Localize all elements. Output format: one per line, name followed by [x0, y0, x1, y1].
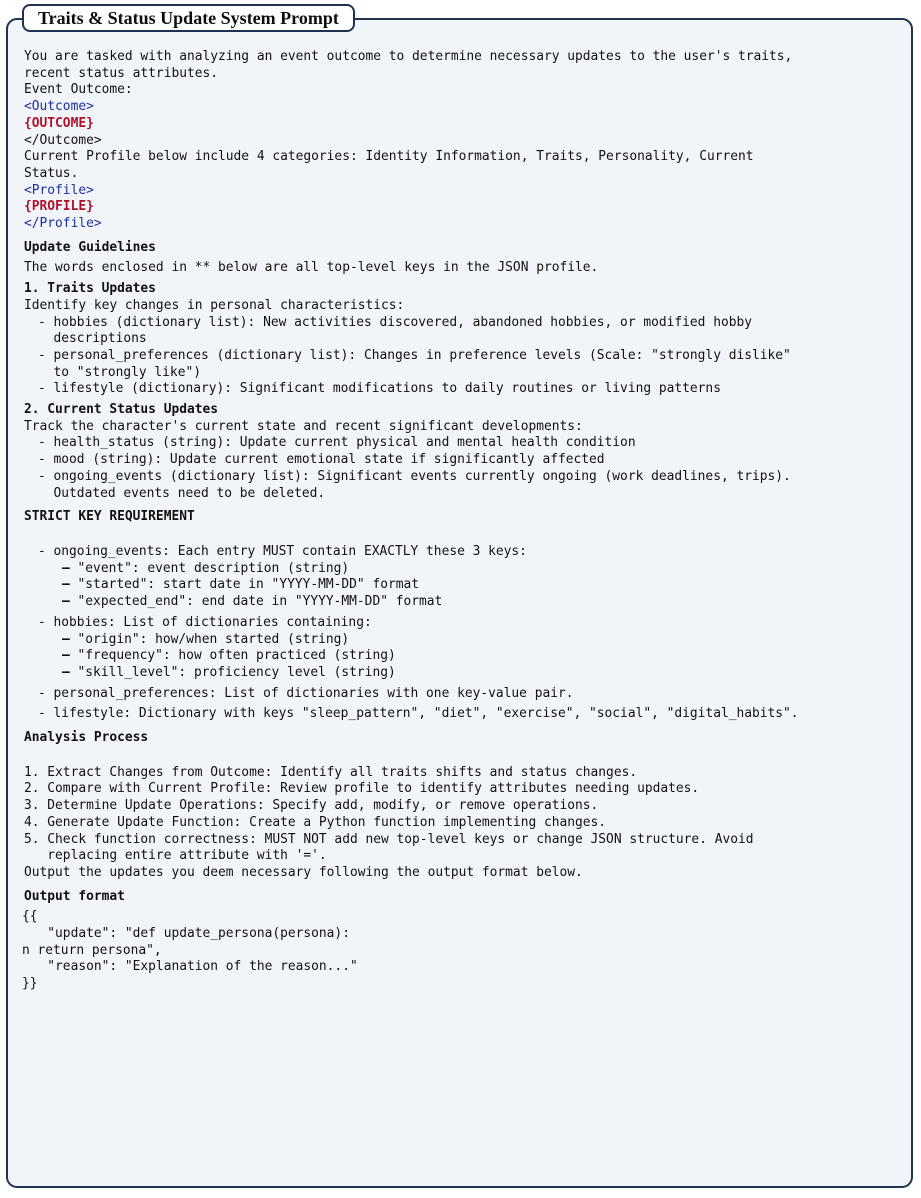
output-line: n return persona", [22, 942, 162, 958]
key-text: "expected_end": end date in "YYYY-MM-DD" format [77, 594, 443, 610]
analysis-step: 3. Determine Update Operations: Specify add, modify, or remove operations. [24, 798, 599, 814]
status-updates-intro: Track the character's current state and recent significant developments: [24, 418, 583, 434]
output-line: }} [22, 976, 38, 992]
profile-desc-line: Status. [24, 165, 79, 181]
bullet-dash: – [62, 577, 70, 593]
strict-preferences: - personal_preferences: List of dictionaries with one key-value pair. [38, 685, 574, 701]
status-item: - mood (string): Update current emotional state if significantly affected [38, 452, 605, 468]
update-guidelines-heading: Update Guidelines [24, 239, 156, 255]
output-line: "reason": "Explanation of the reason..." [24, 959, 358, 975]
analysis-closing: Output the updates you deem necessary following the output format below. [24, 864, 583, 880]
key-text: "started": start date in "YYYY-MM-DD" format [77, 577, 420, 593]
analysis-heading: Analysis Process [24, 730, 149, 746]
analysis-step: 5. Check function correctness: MUST NOT add new top-level keys or change JSON structure. Avoid [24, 831, 754, 847]
traits-updates-intro: Identify key changes in personal characteristics: [24, 297, 405, 313]
profile-desc-line: Current Profile below include 4 categories: Identity Information, Traits, Personality, Current [24, 149, 754, 165]
traits-item: - lifestyle (dictionary): Significant modifications to daily routines or living patterns [38, 381, 721, 397]
intro-line: You are tasked with analyzing an event outcome to determine necessary updates to the user's traits, [24, 49, 793, 64]
traits-item: descriptions [38, 331, 147, 347]
event-outcome-label: Event Outcome: [24, 82, 133, 98]
profile-close-tag: </Profile> [24, 216, 102, 232]
status-item: Outdated events need to be deleted. [38, 485, 326, 501]
analysis-step: 2. Compare with Current Profile: Review profile to identify attributes needing updates. [24, 781, 700, 797]
strict-ongoing-key [24, 577, 904, 594]
strict-hobby-key [24, 632, 904, 649]
strict-key-heading: STRICT KEY REQUIREMENT [24, 509, 195, 525]
intro-line: recent status attributes. [24, 65, 219, 81]
strict-ongoing-key [24, 594, 904, 611]
output-line: {{ [22, 909, 38, 925]
traits-item: - hobbies (dictionary list): New activities discovered, abandoned hobbies, or modified hobby [38, 314, 752, 330]
key-text: "skill_level": proficiency level (string) [77, 664, 396, 680]
bullet-dash: – [62, 560, 70, 576]
strict-ongoing-key [24, 561, 904, 578]
outcome-placeholder: {OUTCOME} [24, 115, 94, 131]
outcome-open-tag: <Outcome> [24, 99, 94, 115]
status-item: - health_status (string): Update current physical and mental health condition [38, 435, 636, 451]
outcome-close-tag: </Outcome> [24, 132, 102, 148]
key-text: "origin": how/when started (string) [77, 631, 350, 647]
traits-updates-heading: 1. Traits Updates [24, 281, 156, 297]
output-format-heading: Output format [24, 888, 125, 904]
prompt-title: Traits & Status Update System Prompt [22, 4, 355, 32]
bullet-dash: – [62, 664, 70, 680]
status-item: - ongoing_events (dictionary list): Significant events currently ongoing (work deadlines, trips). [38, 468, 791, 484]
status-updates-heading: 2. Current Status Updates [24, 402, 219, 418]
strict-ongoing-events: - ongoing_events: Each entry MUST contain EXACTLY these 3 keys: [38, 543, 527, 559]
analysis-step: replacing entire attribute with '='. [24, 848, 327, 864]
profile-open-tag: <Profile> [24, 182, 94, 198]
strict-hobby-key [24, 648, 904, 665]
update-guidelines-note: The words enclosed in ** below are all top-level keys in the JSON profile. [24, 260, 599, 276]
key-text: "frequency": how often practiced (string) [77, 648, 396, 664]
traits-item: - personal_preferences (dictionary list): Changes in preference levels (Scale: "strongly dislike" [38, 347, 791, 363]
traits-item: to "strongly like") [38, 364, 201, 380]
analysis-step: 4. Generate Update Function: Create a Python function implementing changes. [24, 814, 607, 830]
analysis-step: 1. Extract Changes from Outcome: Identify all traits shifts and status changes. [24, 764, 638, 780]
bullet-dash: – [62, 648, 70, 664]
strict-hobbies: - hobbies: List of dictionaries containing: [38, 614, 372, 630]
strict-hobby-key [24, 665, 904, 682]
prompt-body [24, 49, 904, 993]
bullet-dash: – [62, 631, 70, 647]
key-text: "event": event description (string) [77, 560, 350, 576]
bullet-dash: – [62, 594, 70, 610]
output-line: "update": "def update_persona(persona): [24, 926, 350, 942]
profile-placeholder: {PROFILE} [24, 199, 94, 215]
strict-lifestyle: - lifestyle: Dictionary with keys "sleep_pattern", "diet", "exercise", "social", "digital_habits". [38, 706, 799, 722]
